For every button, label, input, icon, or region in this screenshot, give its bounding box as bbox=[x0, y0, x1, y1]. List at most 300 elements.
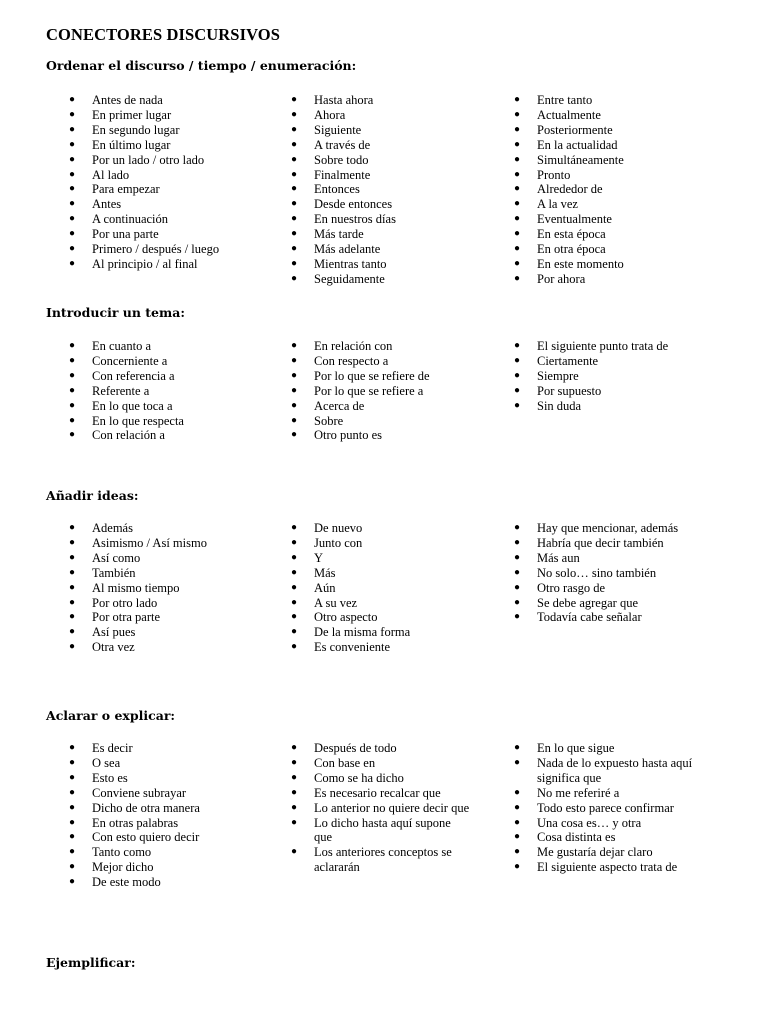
bullet-icon: ● bbox=[291, 243, 298, 255]
list-item bbox=[514, 786, 694, 801]
bullet-icon: ● bbox=[69, 801, 76, 813]
connector-text: Cosa distinta es bbox=[537, 830, 616, 845]
list-item bbox=[291, 596, 471, 611]
list-item bbox=[291, 108, 471, 123]
list-item bbox=[291, 566, 471, 581]
connector-text: Así pues bbox=[92, 625, 136, 640]
bullet-icon: ● bbox=[514, 384, 521, 396]
connector-text: Todo esto parece confirmar bbox=[537, 800, 674, 815]
list-item bbox=[69, 566, 249, 581]
bullet-icon: ● bbox=[514, 861, 521, 873]
connector-text: A continuación bbox=[92, 212, 169, 227]
list-item bbox=[69, 640, 249, 655]
list-item bbox=[514, 610, 694, 625]
list-item bbox=[514, 93, 694, 108]
bullet-icon: ● bbox=[69, 108, 76, 120]
connector-text: En este momento bbox=[537, 256, 624, 271]
section-heading: Añadir ideas: bbox=[46, 488, 139, 503]
bullet-icon: ● bbox=[291, 566, 298, 578]
bullet-icon: ● bbox=[69, 399, 76, 411]
bullet-icon: ● bbox=[291, 257, 298, 269]
list-item bbox=[514, 272, 694, 287]
connector-text: Por supuesto bbox=[537, 383, 602, 398]
bullet-icon: ● bbox=[291, 414, 298, 426]
bullet-icon: ● bbox=[514, 123, 521, 135]
connector-text: Por ahora bbox=[537, 271, 586, 286]
bullet-icon: ● bbox=[69, 596, 76, 608]
list-item bbox=[514, 339, 694, 354]
connector-text: Para empezar bbox=[92, 182, 160, 197]
list-item bbox=[69, 168, 249, 183]
list-item bbox=[514, 138, 694, 153]
connector-text: Alrededor de bbox=[537, 182, 603, 197]
list-item bbox=[514, 860, 694, 875]
connector-text: Simultáneamente bbox=[537, 152, 624, 167]
list-item bbox=[514, 551, 694, 566]
list-item bbox=[514, 123, 694, 138]
bullet-icon: ● bbox=[291, 522, 298, 533]
connector-text: Actualmente bbox=[537, 107, 601, 122]
section-heading: Ordenar el discurso / tiempo / enumeración: bbox=[46, 58, 357, 73]
list-item bbox=[69, 741, 249, 756]
section-heading: Ejemplificar: bbox=[46, 955, 136, 970]
bullet-icon: ● bbox=[69, 566, 76, 578]
bullet-icon: ● bbox=[291, 551, 298, 563]
connector-text: Es decir bbox=[92, 741, 133, 755]
connector-text: Esto es bbox=[92, 770, 128, 785]
connector-list bbox=[69, 339, 249, 443]
bullet-icon: ● bbox=[291, 581, 298, 593]
list-item bbox=[69, 830, 249, 845]
list-item bbox=[514, 242, 694, 257]
connector-text: Antes de nada bbox=[92, 93, 163, 107]
connector-text: Y bbox=[314, 550, 324, 565]
connector-text: Asimismo / Así mismo bbox=[92, 535, 207, 550]
list-item bbox=[69, 242, 249, 257]
list-item bbox=[291, 521, 471, 536]
bullet-icon: ● bbox=[69, 551, 76, 563]
connector-text: Más bbox=[314, 565, 336, 580]
connector-text: Como se ha dicho bbox=[314, 770, 404, 785]
connector-text: Hasta ahora bbox=[314, 93, 374, 107]
bullet-icon: ● bbox=[69, 384, 76, 396]
bullet-icon: ● bbox=[514, 846, 521, 858]
connector-text: Mientras tanto bbox=[314, 256, 387, 271]
list-item bbox=[291, 801, 471, 816]
list-item bbox=[69, 399, 249, 414]
list-item bbox=[514, 197, 694, 212]
bullet-icon: ● bbox=[291, 742, 298, 753]
connector-text: En otra época bbox=[537, 242, 606, 257]
bullet-icon: ● bbox=[514, 756, 521, 768]
connector-list bbox=[69, 521, 249, 655]
bullet-icon: ● bbox=[514, 183, 521, 195]
list-item bbox=[291, 123, 471, 138]
list-item bbox=[69, 536, 249, 551]
bullet-icon: ● bbox=[69, 340, 76, 351]
list-item bbox=[69, 257, 249, 272]
list-item bbox=[514, 384, 694, 399]
connector-text: En lo que sigue bbox=[537, 741, 615, 755]
connector-text: Nada de lo expuesto hasta aquí significa que bbox=[537, 755, 693, 785]
bullet-icon: ● bbox=[291, 626, 298, 638]
connector-text: Es conveniente bbox=[314, 640, 391, 655]
connector-text: En segundo lugar bbox=[92, 122, 180, 137]
bullet-icon: ● bbox=[514, 354, 521, 366]
bullet-icon: ● bbox=[291, 228, 298, 240]
bullet-icon: ● bbox=[291, 384, 298, 396]
bullet-icon: ● bbox=[69, 756, 76, 768]
bullet-icon: ● bbox=[69, 369, 76, 381]
bullet-icon: ● bbox=[514, 551, 521, 563]
connector-text: Ahora bbox=[314, 107, 346, 122]
list-item bbox=[291, 816, 471, 846]
connector-list bbox=[69, 93, 249, 272]
connector-list bbox=[514, 93, 694, 287]
bullet-icon: ● bbox=[69, 138, 76, 150]
list-item bbox=[514, 536, 694, 551]
bullet-icon: ● bbox=[514, 831, 521, 843]
bullet-icon: ● bbox=[514, 228, 521, 240]
list-item bbox=[69, 860, 249, 875]
bullet-icon: ● bbox=[291, 183, 298, 195]
connector-text: Mejor dicho bbox=[92, 860, 154, 875]
bullet-icon: ● bbox=[291, 153, 298, 165]
list-item bbox=[291, 182, 471, 197]
connector-text: Sobre bbox=[314, 413, 344, 428]
list-item bbox=[291, 197, 471, 212]
bullet-icon: ● bbox=[514, 108, 521, 120]
bullet-icon: ● bbox=[514, 340, 521, 351]
list-item bbox=[291, 242, 471, 257]
bullet-icon: ● bbox=[514, 198, 521, 210]
bullet-icon: ● bbox=[291, 369, 298, 381]
list-item bbox=[291, 138, 471, 153]
bullet-icon: ● bbox=[514, 272, 521, 284]
connector-text: Seguidamente bbox=[314, 271, 385, 286]
bullet-icon: ● bbox=[291, 816, 298, 828]
connector-text: En lo que respecta bbox=[92, 413, 184, 428]
connector-text: Por otro lado bbox=[92, 595, 158, 610]
connector-text: Otro punto es bbox=[314, 428, 383, 443]
list-item bbox=[291, 741, 471, 756]
connector-text: El siguiente punto trata de bbox=[537, 339, 669, 353]
connector-list bbox=[291, 339, 471, 443]
list-item bbox=[291, 428, 471, 443]
connector-text: Por otra parte bbox=[92, 610, 161, 625]
bullet-icon: ● bbox=[69, 861, 76, 873]
list-item bbox=[514, 108, 694, 123]
connector-text: Tanto como bbox=[92, 845, 152, 860]
connector-text: Me gustaría dejar claro bbox=[537, 845, 653, 860]
connector-text: Todavía cabe señalar bbox=[537, 610, 642, 625]
connector-text: Junto con bbox=[314, 535, 363, 550]
bullet-icon: ● bbox=[514, 742, 521, 753]
bullet-icon: ● bbox=[69, 831, 76, 843]
section-heading: Introducir un tema: bbox=[46, 305, 185, 320]
connector-text: Entonces bbox=[314, 182, 360, 197]
section-heading: Aclarar o explicar: bbox=[46, 708, 176, 723]
list-item bbox=[291, 272, 471, 287]
connector-text: En nuestros días bbox=[314, 212, 396, 227]
list-item bbox=[69, 610, 249, 625]
list-item bbox=[291, 339, 471, 354]
list-item bbox=[514, 756, 694, 786]
connector-text: No solo… sino también bbox=[537, 565, 657, 580]
bullet-icon: ● bbox=[69, 354, 76, 366]
list-item bbox=[514, 212, 694, 227]
connector-text: Con base en bbox=[314, 755, 376, 770]
bullet-icon: ● bbox=[69, 522, 76, 533]
connector-text: Referente a bbox=[92, 383, 150, 398]
bullet-icon: ● bbox=[69, 581, 76, 593]
connector-text: Una cosa es… y otra bbox=[537, 815, 642, 830]
connector-text: En la actualidad bbox=[537, 137, 618, 152]
bullet-icon: ● bbox=[69, 626, 76, 638]
list-item bbox=[69, 182, 249, 197]
bullet-icon: ● bbox=[291, 399, 298, 411]
bullet-icon: ● bbox=[69, 816, 76, 828]
connector-text: Ciertamente bbox=[537, 353, 599, 368]
list-item bbox=[514, 521, 694, 536]
list-item bbox=[69, 551, 249, 566]
list-item bbox=[69, 581, 249, 596]
connector-text: Eventualmente bbox=[537, 212, 612, 227]
connector-text: Por una parte bbox=[92, 227, 159, 242]
connector-text: Antes bbox=[92, 197, 122, 212]
bullet-icon: ● bbox=[69, 123, 76, 135]
bullet-icon: ● bbox=[69, 641, 76, 653]
bullet-icon: ● bbox=[514, 399, 521, 411]
connector-text: A la vez bbox=[537, 197, 578, 212]
list-item bbox=[69, 339, 249, 354]
connector-text: No me referiré a bbox=[537, 785, 620, 800]
connector-text: En otras palabras bbox=[92, 815, 179, 830]
list-item bbox=[69, 414, 249, 429]
list-item bbox=[514, 801, 694, 816]
list-item bbox=[514, 566, 694, 581]
connector-text: Así como bbox=[92, 550, 141, 565]
list-item bbox=[69, 227, 249, 242]
connector-text: Habría que decir también bbox=[537, 535, 664, 550]
list-item bbox=[514, 182, 694, 197]
connector-text: En relación con bbox=[314, 339, 393, 353]
list-item bbox=[69, 771, 249, 786]
connector-text: Por lo que se refiere a bbox=[314, 383, 424, 398]
bullet-icon: ● bbox=[291, 94, 298, 105]
bullet-icon: ● bbox=[514, 581, 521, 593]
list-item bbox=[69, 93, 249, 108]
bullet-icon: ● bbox=[291, 108, 298, 120]
connector-text: Sin duda bbox=[537, 398, 582, 413]
list-item bbox=[514, 369, 694, 384]
connector-text: Al mismo tiempo bbox=[92, 580, 180, 595]
bullet-icon: ● bbox=[69, 153, 76, 165]
list-item bbox=[514, 227, 694, 242]
bullet-icon: ● bbox=[514, 611, 521, 623]
connector-list bbox=[514, 339, 694, 414]
connector-list bbox=[69, 741, 249, 890]
connector-text: En primer lugar bbox=[92, 107, 172, 122]
list-item bbox=[69, 138, 249, 153]
bullet-icon: ● bbox=[69, 228, 76, 240]
list-item bbox=[69, 369, 249, 384]
list-item bbox=[69, 596, 249, 611]
list-item bbox=[514, 153, 694, 168]
connector-text: De nuevo bbox=[314, 521, 363, 535]
list-item bbox=[69, 197, 249, 212]
bullet-icon: ● bbox=[69, 786, 76, 798]
connector-text: En cuanto a bbox=[92, 339, 152, 353]
connector-text: Posteriormente bbox=[537, 122, 613, 137]
bullet-icon: ● bbox=[514, 816, 521, 828]
list-item bbox=[291, 536, 471, 551]
bullet-icon: ● bbox=[291, 801, 298, 813]
connector-text: Lo dicho hasta aquí supone que bbox=[314, 815, 451, 845]
connector-text: Conviene subrayar bbox=[92, 785, 187, 800]
bullet-icon: ● bbox=[69, 243, 76, 255]
list-item bbox=[291, 551, 471, 566]
bullet-icon: ● bbox=[69, 414, 76, 426]
list-item bbox=[69, 816, 249, 831]
list-item bbox=[291, 625, 471, 640]
list-item bbox=[69, 212, 249, 227]
list-item bbox=[291, 354, 471, 369]
connector-text: A su vez bbox=[314, 595, 358, 610]
list-item bbox=[291, 212, 471, 227]
connector-text: Siempre bbox=[537, 368, 579, 383]
bullet-icon: ● bbox=[69, 846, 76, 858]
bullet-icon: ● bbox=[514, 536, 521, 548]
bullet-icon: ● bbox=[69, 536, 76, 548]
list-item bbox=[69, 801, 249, 816]
connector-text: Más adelante bbox=[314, 242, 381, 257]
bullet-icon: ● bbox=[291, 611, 298, 623]
list-item bbox=[69, 354, 249, 369]
connector-text: Finalmente bbox=[314, 167, 371, 182]
bullet-icon: ● bbox=[69, 94, 76, 105]
bullet-icon: ● bbox=[514, 138, 521, 150]
list-item bbox=[514, 354, 694, 369]
list-item bbox=[69, 153, 249, 168]
connector-text: Se debe agregar que bbox=[537, 595, 638, 610]
list-item bbox=[514, 845, 694, 860]
connector-text: Sobre todo bbox=[314, 152, 369, 167]
list-item bbox=[69, 521, 249, 536]
connector-text: A través de bbox=[314, 137, 371, 152]
connector-list bbox=[514, 741, 694, 875]
list-item bbox=[291, 399, 471, 414]
connector-text: De la misma forma bbox=[314, 625, 411, 640]
list-item bbox=[514, 596, 694, 611]
bullet-icon: ● bbox=[514, 522, 521, 533]
bullet-icon: ● bbox=[291, 138, 298, 150]
connector-text: Otro aspecto bbox=[314, 610, 378, 625]
bullet-icon: ● bbox=[69, 429, 76, 441]
bullet-icon: ● bbox=[69, 257, 76, 269]
connector-text: Otra vez bbox=[92, 640, 135, 655]
list-item bbox=[69, 786, 249, 801]
list-item bbox=[291, 581, 471, 596]
connector-list bbox=[291, 93, 471, 287]
list-item bbox=[69, 108, 249, 123]
bullet-icon: ● bbox=[291, 846, 298, 858]
bullet-icon: ● bbox=[291, 429, 298, 441]
bullet-icon: ● bbox=[291, 596, 298, 608]
list-item bbox=[514, 581, 694, 596]
connector-text: Al lado bbox=[92, 167, 130, 182]
list-item bbox=[69, 875, 249, 890]
connector-text: También bbox=[92, 565, 136, 580]
connector-text: Por lo que se refiere de bbox=[314, 368, 430, 383]
bullet-icon: ● bbox=[291, 123, 298, 135]
connector-text: En esta época bbox=[537, 227, 606, 242]
bullet-icon: ● bbox=[514, 153, 521, 165]
bullet-icon: ● bbox=[291, 272, 298, 284]
connector-text: En último lugar bbox=[92, 137, 171, 152]
bullet-icon: ● bbox=[291, 198, 298, 210]
bullet-icon: ● bbox=[514, 213, 521, 225]
document-title: CONECTORES DISCURSIVOS bbox=[46, 25, 281, 44]
bullet-icon: ● bbox=[514, 786, 521, 798]
list-item bbox=[291, 414, 471, 429]
connector-text: Los anteriores conceptos se aclararán bbox=[314, 845, 452, 875]
list-item bbox=[69, 625, 249, 640]
bullet-icon: ● bbox=[69, 213, 76, 225]
list-item bbox=[514, 399, 694, 414]
connector-text: Con esto quiero decir bbox=[92, 830, 200, 845]
list-item bbox=[291, 257, 471, 272]
list-item bbox=[291, 771, 471, 786]
connector-text: Entre tanto bbox=[537, 93, 593, 107]
bullet-icon: ● bbox=[514, 168, 521, 180]
connector-text: Acerca de bbox=[314, 398, 365, 413]
list-item bbox=[291, 153, 471, 168]
bullet-icon: ● bbox=[291, 536, 298, 548]
connector-list bbox=[514, 521, 694, 625]
connector-text: Con relación a bbox=[92, 428, 165, 443]
connector-text: O sea bbox=[92, 755, 121, 770]
connector-text: El siguiente aspecto trata de bbox=[537, 860, 678, 875]
bullet-icon: ● bbox=[514, 596, 521, 608]
bullet-icon: ● bbox=[291, 756, 298, 768]
connector-text: Primero / después / luego bbox=[92, 242, 220, 257]
bullet-icon: ● bbox=[514, 369, 521, 381]
bullet-icon: ● bbox=[69, 611, 76, 623]
list-item bbox=[291, 369, 471, 384]
connector-text: Dicho de otra manera bbox=[92, 800, 200, 815]
connector-text: Siguiente bbox=[314, 122, 362, 137]
connector-text: Aún bbox=[314, 580, 336, 595]
bullet-icon: ● bbox=[69, 198, 76, 210]
list-item bbox=[291, 227, 471, 242]
bullet-icon: ● bbox=[69, 742, 76, 753]
bullet-icon: ● bbox=[69, 771, 76, 783]
list-item bbox=[69, 123, 249, 138]
bullet-icon: ● bbox=[69, 183, 76, 195]
connector-text: Por un lado / otro lado bbox=[92, 152, 205, 167]
connector-text: Más tarde bbox=[314, 227, 364, 242]
bullet-icon: ● bbox=[291, 354, 298, 366]
connector-list bbox=[291, 741, 471, 875]
list-item bbox=[291, 93, 471, 108]
list-item bbox=[291, 640, 471, 655]
bullet-icon: ● bbox=[291, 786, 298, 798]
list-item bbox=[69, 756, 249, 771]
connector-text: De este modo bbox=[92, 875, 161, 890]
bullet-icon: ● bbox=[514, 243, 521, 255]
bullet-icon: ● bbox=[291, 213, 298, 225]
